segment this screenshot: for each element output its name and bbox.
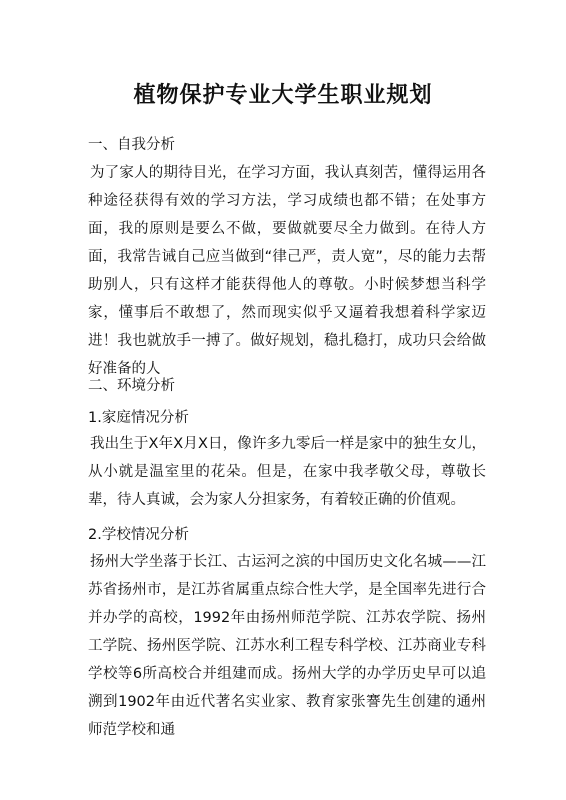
section-heading-environment-analysis: 二、环境分析	[88, 378, 175, 394]
subsection-heading-family: 1.家庭情况分析	[88, 410, 189, 426]
section-heading-self-analysis: 一、自我分析	[88, 137, 175, 153]
subsection-heading-school: 2.学校情况分析	[88, 527, 189, 543]
document-title: 植物保护专业大学生职业规划	[133, 82, 433, 108]
paragraph-school: 扬州大学坐落于长江、古运河之滨的中国历史文化名城——江苏省扬州市，是江苏省属重点综合性大学，是全国率先进行合并办学的高校，1992年由扬州师范学院、江苏农学院、扬州工学院、扬州医学院、江苏水利工程专科学校、江苏商业专科学校等6所高校合并组建而成。扬州大学的办学历史早可以追溯到1902年由近代著名实业家、教育家张謇先生创建的通州师范学校和通	[88, 554, 486, 738]
paragraph-self-analysis: 为了家人的期待目光，在学习方面，我认真刻苦，懂得运用各种途径获得有效的学习方法，学习成绩也都不错；在处事方面，我的原则是要么不做，要做就要尽全力做到。在待人方面，我常告诫自己应当做到“律己严，责人宽”，尽的能力去帮助别人，只有这样才能获得他人的尊敬。小时候梦想当科学家，懂事后不敢想了，然而现实似乎又逼着我想着科学家迈进！我也就放手一搏了。做好规划，稳扎稳打，成功只会给做好准备的人	[88, 165, 486, 377]
paragraph-family: 我出生于X年X月X日，像许多九零后一样是家中的独生女儿，从小就是温室里的花朵。但是，在家中我孝敬父母，尊敬长辈，待人真诚，会为家人分担家务，有着较正确的价值观。	[88, 436, 486, 508]
